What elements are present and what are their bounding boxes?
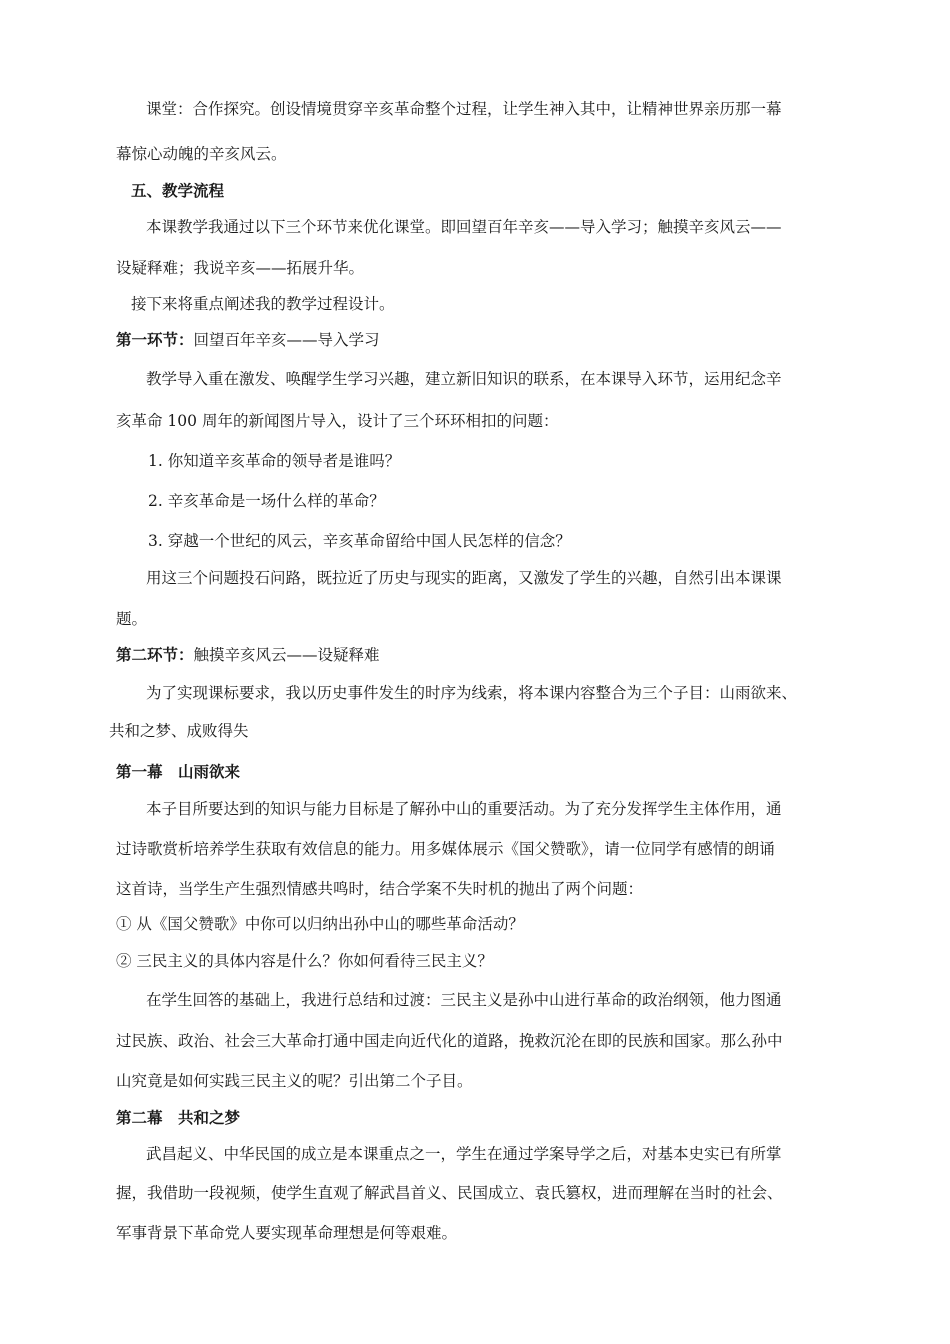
paragraph-line: 题。 xyxy=(116,610,148,628)
subsection-heading xyxy=(116,329,380,351)
section-heading: 五、教学流程 xyxy=(131,182,225,200)
paragraph-line: 过诗歌赏析培养学生获取有效信息的能力。用多媒体展示《国父赞歌》，请一位同学有感情的朗诵 xyxy=(116,840,775,858)
subsection-heading xyxy=(116,644,380,666)
paragraph-line: 军事背景下革命党人要实现革命理想是何等艰难。 xyxy=(116,1224,458,1242)
subsection-title: 回望百年辛亥——导入学习 xyxy=(193,331,380,349)
list-item: ② 三民主义的具体内容是什么？你如何看待三民主义？ xyxy=(116,952,493,970)
paragraph-line: 山究竟是如何实践三民主义的呢？引出第二个子目。 xyxy=(116,1072,473,1090)
subsection-title: 触摸辛亥风云——设疑释难 xyxy=(193,646,380,664)
act-heading: 第二幕 共和之梦 xyxy=(116,1109,241,1127)
paragraph-line: 这首诗，当学生产生强烈情感共鸣时，结合学案不失时机的抛出了两个问题： xyxy=(116,880,644,898)
paragraph-line: 本课教学我通过以下三个环节来优化课堂。即回望百年辛亥——导入学习；触摸辛亥风云—— xyxy=(146,218,782,236)
paragraph-line: 在学生回答的基础上，我进行总结和过渡：三民主义是孙中山进行革命的政治纲领，他力图通 xyxy=(146,991,782,1009)
subsection-label: 第二环节： xyxy=(116,646,194,664)
paragraph-line: 用这三个问题投石问路，既拉近了历史与现实的距离，又激发了学生的兴趣，自然引出本课课 xyxy=(146,569,782,587)
paragraph-line: 接下来将重点阐述我的教学过程设计。 xyxy=(131,295,395,313)
paragraph-line: 设疑释难；我说辛亥——拓展升华。 xyxy=(116,259,365,277)
paragraph-line: 共和之梦、成败得失 xyxy=(109,722,249,740)
list-item: 1. 你知道辛亥革命的领导者是谁吗？ xyxy=(148,452,401,470)
paragraph-line: 武昌起义、中华民国的成立是本课重点之一，学生在通过学案导学之后，对基本史实已有所掌 xyxy=(146,1145,782,1163)
list-item: 3. 穿越一个世纪的风云，辛亥革命留给中国人民怎样的信念？ xyxy=(148,532,571,550)
paragraph-line: 本子目所要达到的知识与能力目标是了解孙中山的重要活动。为了充分发挥学生主体作用，通 xyxy=(146,800,782,818)
act-heading: 第一幕 山雨欲来 xyxy=(116,763,241,781)
paragraph-line: 幕惊心动魄的辛亥风云。 xyxy=(116,145,287,163)
paragraph-line: 教学导入重在激发、唤醒学生学习兴趣，建立新旧知识的联系，在本课导入环节，运用纪念辛 xyxy=(146,370,782,388)
list-item: 2. 辛亥革命是一场什么样的革命？ xyxy=(148,492,385,510)
paragraph-line: 为了实现课标要求，我以历史事件发生的时序为线索，将本课内容整合为三个子目：山雨欲来、 xyxy=(146,684,798,702)
list-item: ① 从《国父赞歌》中你可以归纳出孙中山的哪些革命活动？ xyxy=(116,915,524,933)
paragraph-line: 过民族、政治、社会三大革命打通中国走向近代化的道路，挽救沉沦在即的民族和国家。那么孙中 xyxy=(116,1032,783,1050)
subsection-label: 第一环节： xyxy=(116,331,194,349)
paragraph-line: 课堂：合作探究。创设情境贯穿辛亥革命整个过程，让学生神入其中，让精神世界亲历那一幕 xyxy=(146,100,782,118)
paragraph-line: 握，我借助一段视频，使学生直观了解武昌首义、民国成立、袁氏篡权，进而理解在当时的社会、 xyxy=(116,1184,783,1202)
paragraph-line: 亥革命 100 周年的新闻图片导入，设计了三个环环相扣的问题： xyxy=(116,412,559,430)
